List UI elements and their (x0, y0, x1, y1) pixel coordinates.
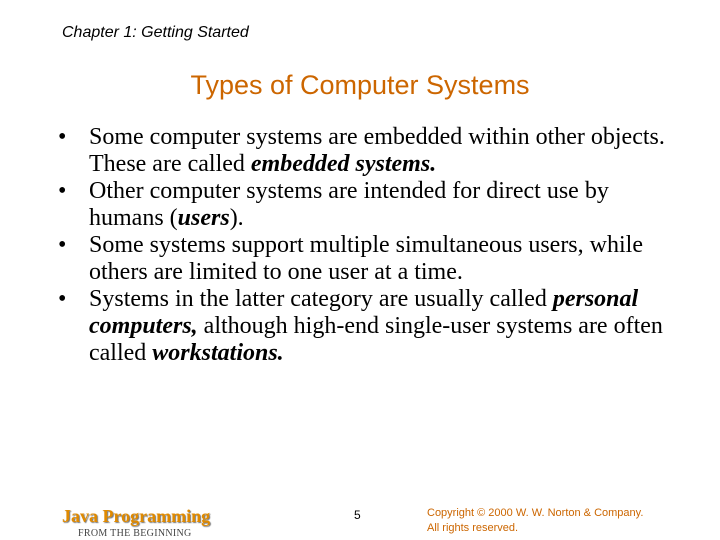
bullet-emphasis: workstations. (152, 340, 284, 366)
bullet-list (56, 124, 676, 367)
page-number: 5 (354, 508, 361, 522)
bullet-text: ). (229, 205, 244, 231)
bullet-text: Other computer systems are intended for direct use by humans ( (89, 178, 609, 231)
copyright-line: Copyright © 2000 W. W. Norton & Company. (427, 507, 644, 519)
bullet-icon: • (58, 232, 67, 258)
slide-title: Types of Computer Systems (190, 70, 530, 100)
chapter-heading: Chapter 1: Getting Started (62, 24, 249, 41)
bullet-text: Some computer systems are embedded within other objects. These are called (89, 124, 665, 177)
footer-brand: Java Programming (62, 506, 211, 526)
bullet-icon: • (58, 286, 67, 312)
bullet-text: Systems in the latter category are usually called (89, 286, 553, 312)
bullet-item (56, 178, 676, 232)
footer-subtitle: FROM THE BEGINNING (78, 528, 192, 539)
bullet-item (56, 286, 676, 367)
copyright-line: All rights reserved. (427, 522, 519, 534)
bullet-emphasis: users (177, 205, 230, 231)
bullet-icon: • (58, 178, 67, 204)
bullet-item (56, 232, 676, 286)
copyright-notice (427, 506, 643, 536)
bullet-item (56, 124, 676, 178)
bullet-emphasis: personal computers, (89, 286, 639, 339)
bullet-text: Some systems support multiple simultaneous users, while others are limited to one user at a time. (89, 232, 643, 285)
bullet-emphasis: embedded systems. (250, 151, 437, 177)
bullet-icon: • (58, 124, 67, 150)
bullet-text: although high-end single-user systems are often called (89, 313, 663, 366)
